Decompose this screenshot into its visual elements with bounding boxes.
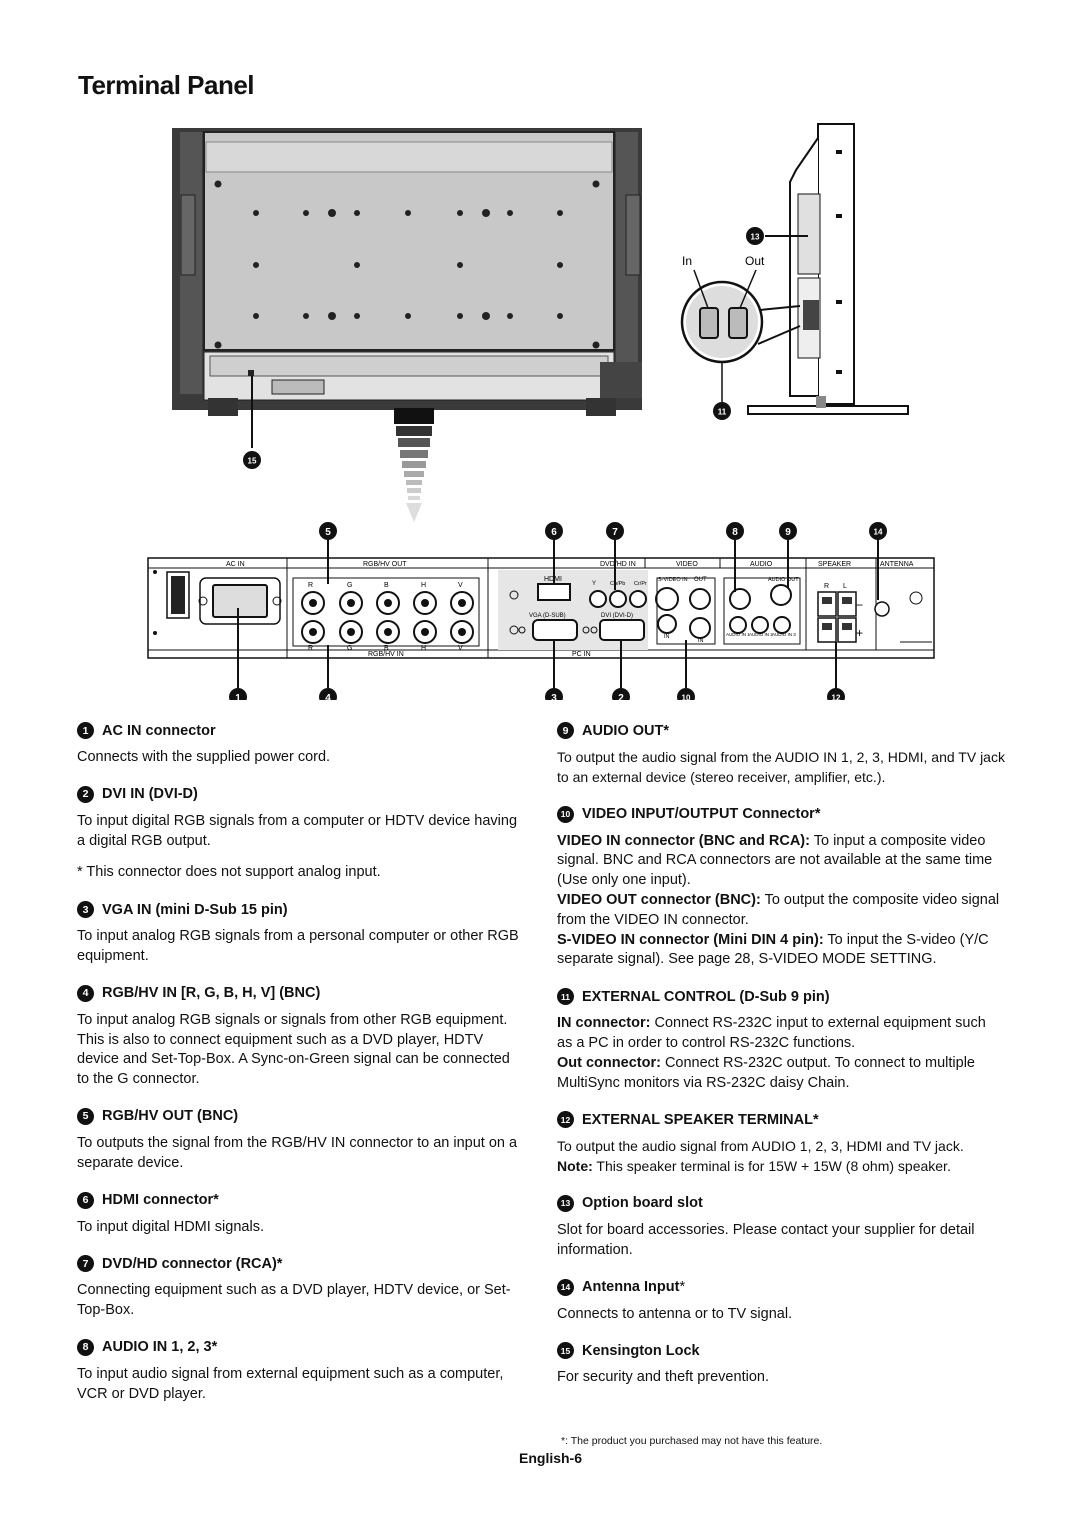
label-video-in-2: IN [698, 638, 704, 644]
section-antenna [557, 1279, 1005, 1325]
label-cb: Cb/Pb [610, 581, 626, 587]
section-note: * This connector does not support analog input. [77, 864, 381, 881]
section-number: 8 [77, 1339, 94, 1356]
section-heading: AC IN connector [102, 722, 216, 739]
section-hdmi [77, 1192, 525, 1238]
item-label: IN connector: [557, 1015, 651, 1032]
label-rgb-r-top: R [308, 582, 314, 589]
page-number: English-6 [519, 1450, 583, 1466]
section-number: 12 [557, 1111, 574, 1128]
section-heading: EXTERNAL SPEAKER TERMINAL* [582, 1111, 819, 1128]
section-heading: Kensington Lock [582, 1342, 700, 1359]
section-external-speaker [557, 1111, 1005, 1177]
section-heading: Option board slot [582, 1195, 703, 1212]
label-rgb-b-bottom: B [384, 645, 389, 652]
zoom-arrow [394, 408, 434, 522]
section-text: To output the audio signal from AUDIO 1, 2, 3, HDMI and TV jack. [557, 1138, 964, 1155]
section-number: 2 [77, 786, 94, 803]
svideo-in-text [557, 931, 1005, 971]
callout-9: 9 [785, 527, 791, 538]
section-number: 14 [557, 1279, 574, 1296]
callout-6: 6 [551, 527, 557, 538]
label-vga: VGA (D-SUB) [529, 613, 566, 619]
section-ac-in [77, 722, 525, 768]
item-label: VIDEO IN connector (BNC and RCA): [557, 832, 810, 849]
section-option-board [557, 1195, 1005, 1261]
label-rgbhv-in: RGB/HV IN [368, 651, 404, 658]
section-text: To input digital RGB signals from a computer or HDTV device having a digital RGB output. [77, 812, 518, 849]
section-number: 1 [77, 722, 94, 739]
section-number: 3 [77, 901, 94, 918]
section-number: 11 [557, 988, 574, 1005]
serial-out-label: Out [745, 254, 765, 268]
item-label: Note: [557, 1158, 593, 1175]
section-text: Connects with the supplied power cord. [77, 749, 331, 765]
label-audio-in-2: AUDIO IN 2 [749, 632, 773, 637]
label-audio: AUDIO [750, 561, 773, 568]
section-heading: VGA IN (mini D-Sub 15 pin) [102, 901, 288, 918]
callout-7: 7 [612, 527, 618, 538]
section-heading: AUDIO OUT* [582, 722, 669, 739]
item-text: To output the composite video signal from the VIDEO IN connector. [557, 891, 1000, 928]
label-rgb-h-bottom: H [421, 645, 427, 652]
section-heading-suffix: * [679, 1279, 686, 1296]
callout-3: 3 [551, 693, 557, 700]
label-rgbhv-out: RGB/HV OUT [363, 561, 407, 568]
section-number: 7 [77, 1255, 94, 1272]
section-heading: RGB/HV OUT (BNC) [102, 1108, 239, 1125]
section-heading: HDMI connector* [102, 1192, 219, 1209]
section-number: 5 [77, 1108, 94, 1125]
label-spk-l: L [843, 583, 847, 590]
section-text: To input digital HDMI signals. [77, 1218, 264, 1235]
serial-in-label: In [682, 254, 693, 268]
section-heading: DVI IN (DVI-D) [102, 786, 198, 803]
label-spk-r: R [824, 583, 830, 590]
label-hdmi: HDMI [544, 576, 562, 583]
label-y: Y [592, 581, 597, 587]
section-dvd-hd [77, 1255, 525, 1321]
label-ac-in: AC IN [226, 561, 245, 568]
section-heading: EXTERNAL CONTROL (D-Sub 9 pin) [582, 988, 830, 1005]
in-connector-text [557, 1014, 1005, 1054]
page-title: Terminal Panel [78, 70, 255, 100]
item-text: To input a composite video signal. BNC and RCA connectors are not available at the same time (Use only one input). [557, 832, 993, 889]
section-audio-out [557, 722, 1005, 788]
label-pc-in: PC IN [572, 651, 591, 658]
label-audio-out: AUDIO OUT [768, 577, 799, 583]
footnote: *: The product you purchased may not have this feature. [561, 1435, 823, 1447]
callout-5: 5 [325, 527, 331, 538]
section-rgbhv-out [77, 1108, 525, 1174]
section-text: To outputs the signal from the RGB/HV IN connector to an input on a separate device. [77, 1134, 518, 1171]
label-rgb-g-bottom: G [347, 645, 353, 652]
right-column [557, 722, 1005, 1402]
section-number: 15 [557, 1342, 574, 1359]
section-heading: AUDIO IN 1, 2, 3* [102, 1339, 218, 1356]
label-rgb-v-bottom: V [458, 645, 463, 652]
section-rgbhv-in [77, 985, 525, 1090]
callout-10: 10 [681, 693, 691, 700]
label-audio-in-1: AUDIO IN 1 [726, 632, 750, 637]
label-svideo-in: S-VIDEO IN [658, 577, 688, 583]
section-text: Slot for board accessories. Please contact your supplier for detail information. [557, 1221, 975, 1258]
item-label: Out connector: [557, 1054, 661, 1071]
section-heading: VIDEO INPUT/OUTPUT Connector* [582, 806, 821, 823]
callout-14: 14 [873, 527, 883, 537]
section-text: Connecting equipment such as a DVD player, HDTV device, or Set-Top-Box. [77, 1282, 511, 1319]
terminal-panel-figure [0, 0, 1080, 700]
section-kensington [557, 1342, 1005, 1388]
speaker-note [557, 1157, 1005, 1177]
label-speaker: SPEAKER [818, 561, 852, 568]
label-polarity-minus: − [856, 598, 864, 612]
section-heading: DVD/HD connector (RCA)* [102, 1255, 283, 1272]
label-video-out: OUT [694, 577, 707, 583]
callout-11: 11 [717, 407, 727, 417]
label-rgb-h-top: H [421, 582, 427, 589]
section-vga-in [77, 901, 525, 967]
section-dvi-in [77, 786, 525, 883]
side-view-illustration [682, 124, 908, 414]
label-dvdhd-in: DVD/HD IN [600, 561, 636, 568]
section-text-2: This is also to connect equipment such as a DVD player, HDTV device and Set-Top-Box. A Sync-on-Green signal can be connected to the G connector. [77, 1031, 510, 1088]
callout-4: 4 [325, 693, 331, 700]
section-text: Connects to antenna or to TV signal. [557, 1305, 793, 1322]
label-dvi: DVI (DVI-D) [601, 613, 633, 619]
out-connector-text [557, 1054, 1005, 1094]
section-number: 6 [77, 1192, 94, 1209]
label-rgb-r-bottom: R [308, 645, 314, 652]
section-text: To input audio signal from external equipment such as a computer, VCR or DVD player. [77, 1365, 504, 1402]
item-label: VIDEO OUT connector (BNC): [557, 891, 761, 908]
callout-13: 13 [750, 232, 760, 242]
section-number: 4 [77, 985, 94, 1002]
section-text: To output the audio signal from the AUDIO IN 1, 2, 3, HDMI, and TV jack to an external device (stereo receiver, amplifier, etc.). [557, 749, 1005, 785]
section-text: To input analog RGB signals or signals from other RGB equipment. [77, 1011, 508, 1028]
label-rgb-g-top: G [347, 582, 353, 589]
item-text: Connect RS-232C input to external equipment such as a PC in order to control RS-232C functions. [557, 1015, 986, 1051]
item-text: To input the S-video (Y/C separate signal). See page 28, S-VIDEO MODE SETTING. [557, 931, 989, 968]
label-polarity-plus: + [856, 626, 864, 640]
callout-2: 2 [618, 693, 624, 700]
label-video: VIDEO [676, 561, 698, 568]
section-external-control [557, 988, 1005, 1093]
item-text: Connect RS-232C output. To connect to multiple MultiSync monitors via RS-232C daisy Chain. [557, 1054, 976, 1091]
left-column [77, 722, 525, 1419]
label-cr: Cr/Pr [634, 581, 647, 587]
section-heading: Antenna Input [582, 1279, 680, 1296]
connector-panel [148, 558, 934, 658]
section-text: For security and theft prevention. [557, 1369, 769, 1386]
section-number: 10 [557, 806, 574, 823]
label-audio-in-3: AUDIO IN 3 [772, 632, 796, 637]
section-video-io [557, 806, 1005, 971]
item-text: This speaker terminal is for 15W + 15W (8 ohm) speaker. [592, 1158, 951, 1175]
section-number: 9 [557, 722, 574, 739]
video-out-text [557, 891, 1005, 931]
video-in-text [557, 832, 1005, 891]
callout-8: 8 [732, 527, 738, 538]
callout-12: 12 [831, 693, 841, 700]
rear-view-illustration [172, 128, 642, 448]
label-rgb-b-top: B [384, 582, 389, 589]
label-rgb-v-top: V [458, 582, 463, 589]
item-label: S-VIDEO IN connector (Mini DIN 4 pin): [557, 931, 824, 948]
section-heading: RGB/HV IN [R, G, B, H, V] (BNC) [102, 985, 321, 1002]
section-number: 13 [557, 1195, 574, 1212]
label-antenna: ANTENNA [880, 561, 914, 568]
section-audio-in [77, 1339, 525, 1405]
section-text: To input analog RGB signals from a personal computer or other RGB equipment. [77, 928, 519, 964]
callout-1: 1 [235, 693, 241, 700]
callout-15: 15 [247, 456, 257, 466]
label-video-in-1: IN [664, 634, 670, 640]
